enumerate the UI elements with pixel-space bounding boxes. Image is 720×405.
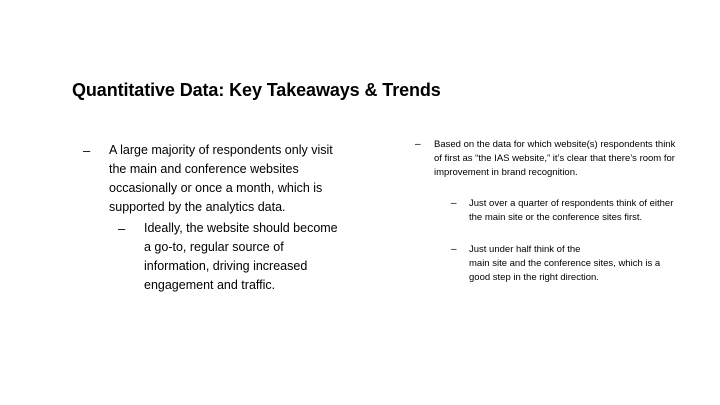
text-line: Just over a quarter of respondents think of either bbox=[469, 198, 674, 209]
text-line: the main site or the conference sites first. bbox=[469, 212, 643, 223]
right-bullet-text: Based on the data for which website(s) respondents think of first as “the IAS website,” it’s clear that there’s room for improvement in brand recognition. bbox=[434, 139, 676, 178]
bullet-dash: – bbox=[415, 139, 421, 150]
right-sub-bullet-2-text bbox=[469, 243, 681, 285]
bullet-dash: – bbox=[118, 221, 126, 236]
text-line: main site and the conference sites, which is a good step in the right direction. bbox=[469, 258, 661, 283]
left-bullet bbox=[83, 141, 353, 217]
left-sub-bullet-text: Ideally, the website should become a go-to, regular source of information, driving increased engagement and traffic. bbox=[144, 221, 338, 292]
text-line: Just under half think of the bbox=[469, 244, 581, 255]
right-bullet bbox=[415, 138, 685, 180]
right-sub-bullet-1 bbox=[451, 197, 681, 225]
slide-title: Quantitative Data: Key Takeaways & Trends bbox=[72, 80, 441, 100]
left-bullet-text: A large majority of respondents only visit the main and conference websites occasionally or once a month, which is supported by the analytics data. bbox=[109, 143, 333, 214]
right-sub-bullet-1-text bbox=[469, 197, 681, 225]
bullet-dash: – bbox=[451, 198, 457, 209]
right-sub-bullet-2 bbox=[451, 243, 681, 285]
bullet-dash: – bbox=[451, 244, 457, 255]
bullet-dash: – bbox=[83, 143, 91, 158]
left-sub-bullet bbox=[118, 219, 348, 295]
